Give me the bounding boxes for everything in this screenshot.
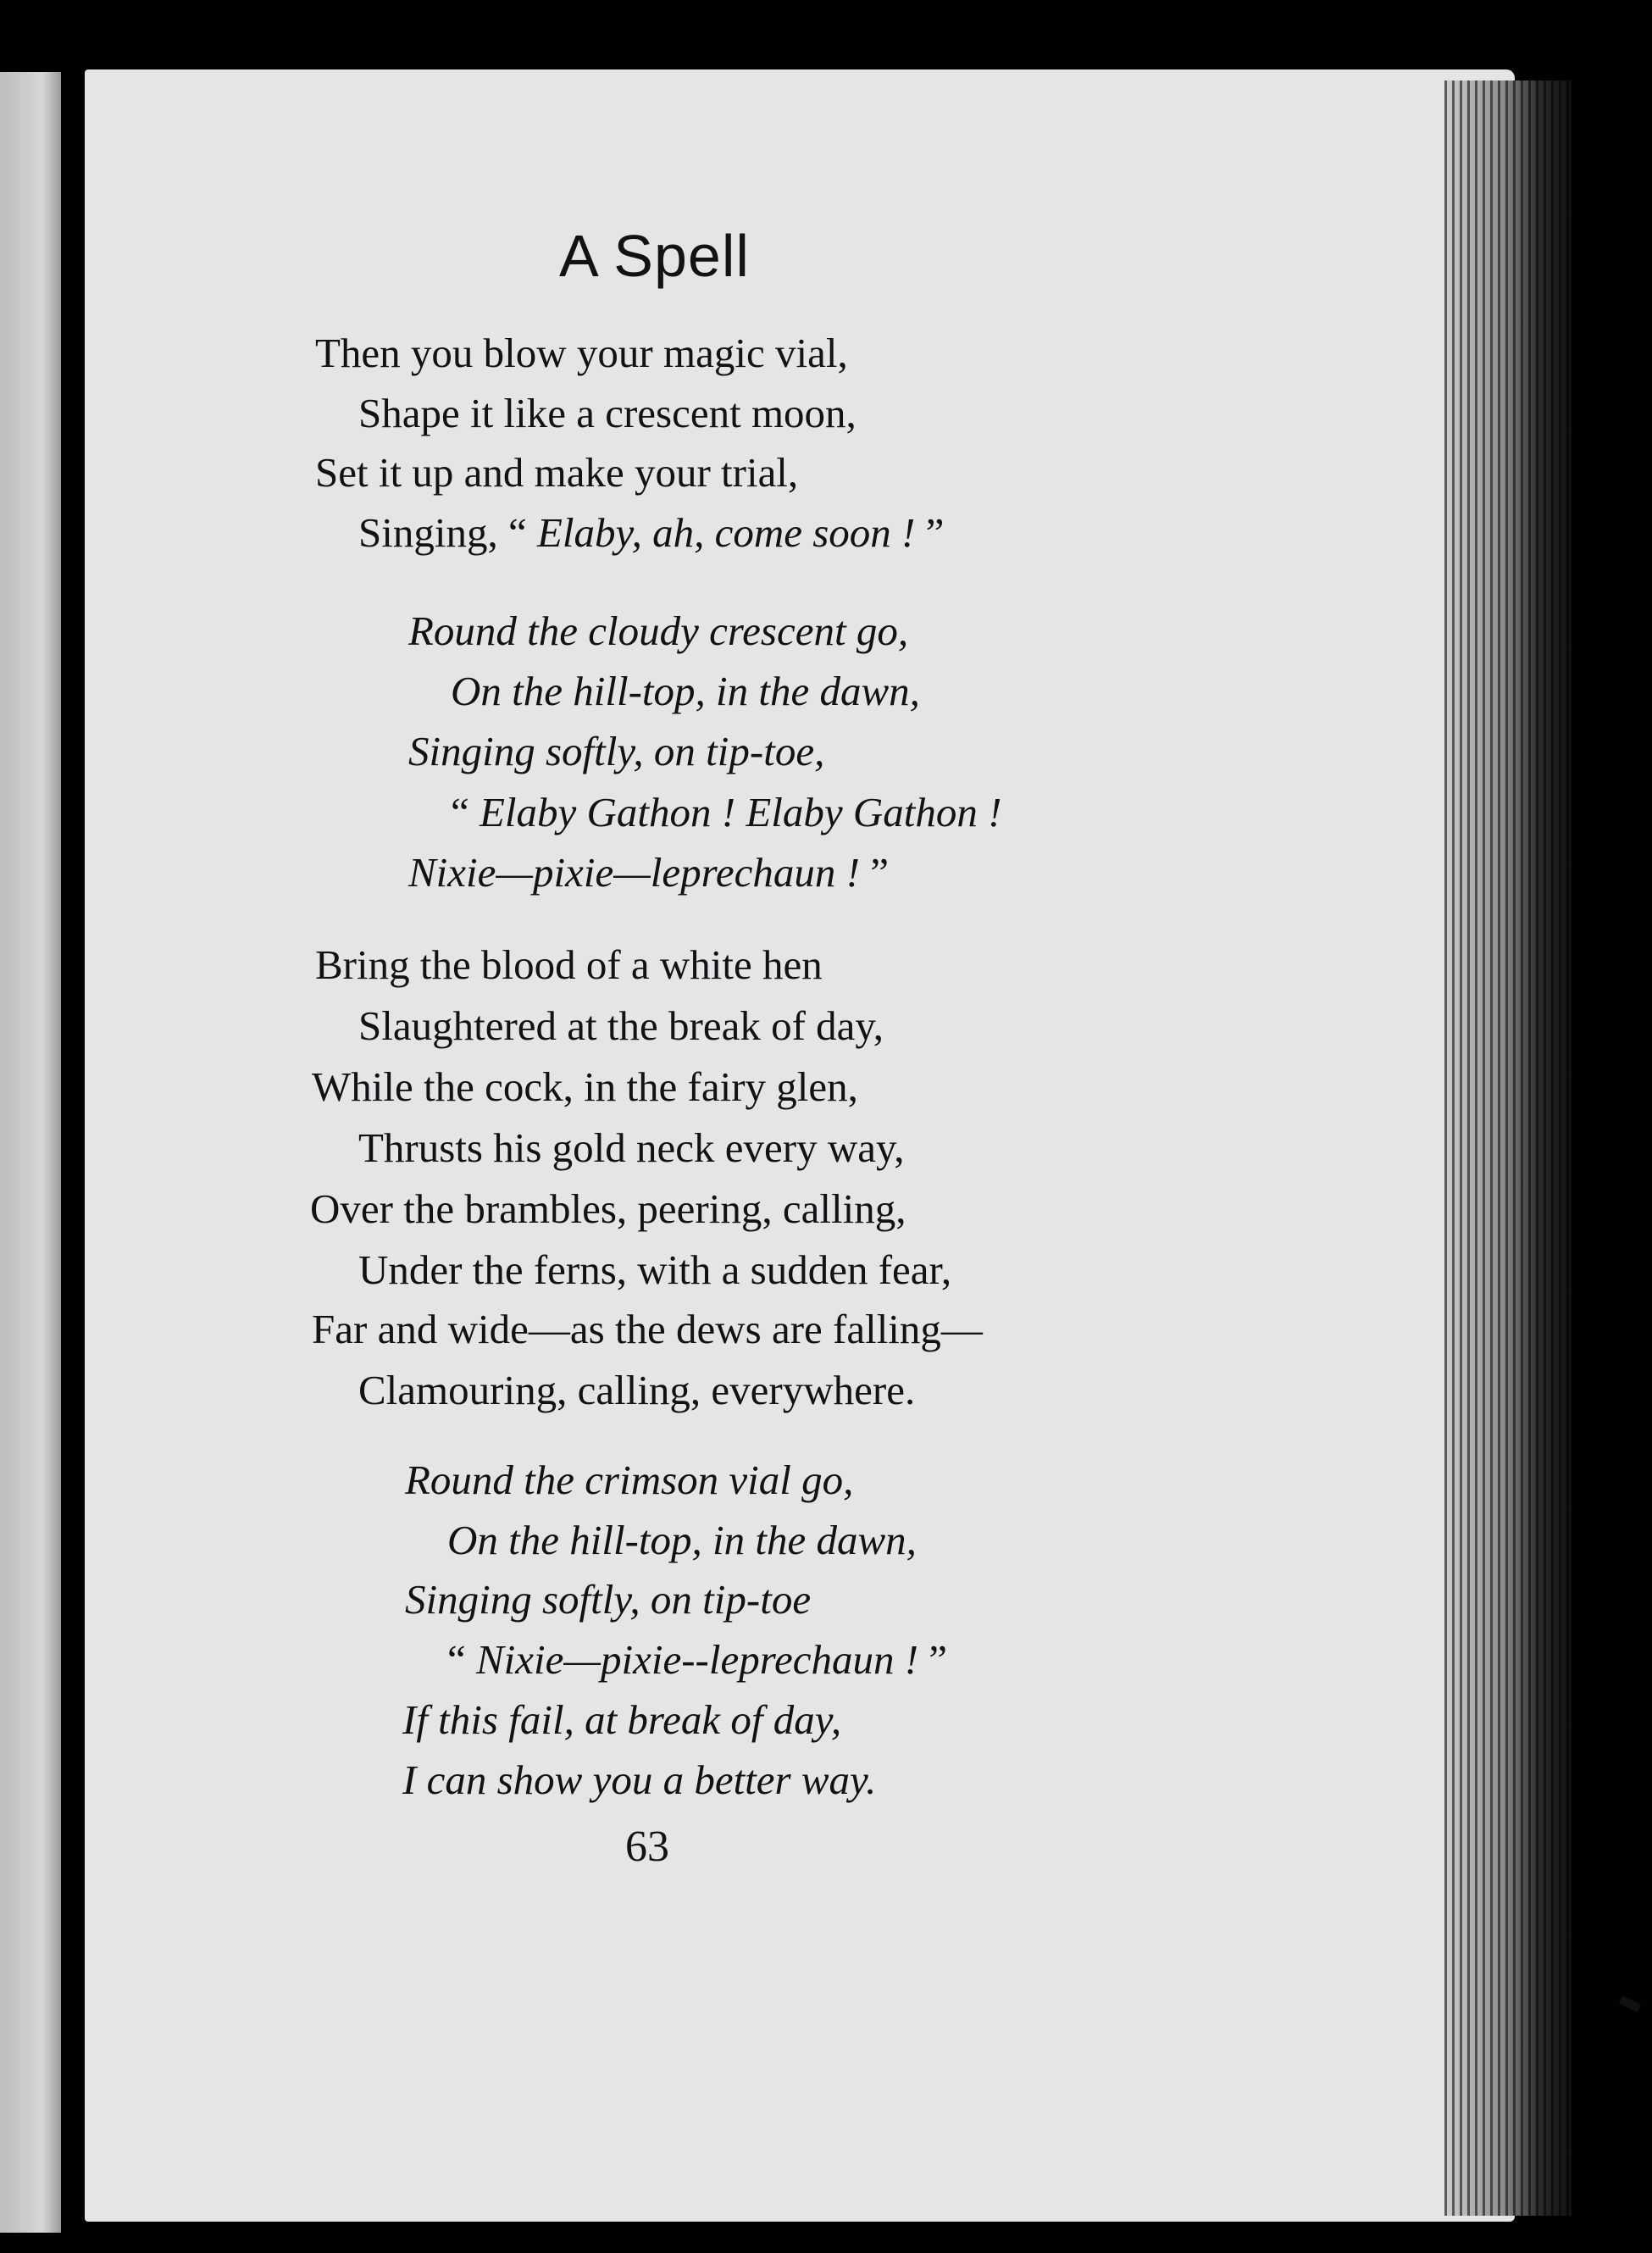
poem-line: “ Nixie—pixie--leprechaun ! ”: [447, 1636, 948, 1683]
poem-line: Slaughtered at the break of day,: [358, 1002, 884, 1049]
poem-line: Set it up and make your trial,: [315, 449, 799, 496]
poem-line: I can show you a better way.: [402, 1756, 877, 1803]
poem-line: Singing softly, on tip-toe,: [408, 728, 825, 774]
poem-line: Round the cloudy crescent go,: [408, 608, 909, 654]
poem-line: On the hill-top, in the dawn,: [451, 668, 920, 714]
poem-line: Shape it like a crescent moon,: [358, 390, 856, 436]
poem-line: On the hill-top, in the dawn,: [447, 1517, 917, 1563]
poem-line: Singing, “ Elaby, ah, come soon ! ”: [358, 509, 945, 556]
poem-line: Nixie—pixie—leprechaun ! ”: [408, 849, 889, 896]
poem-line: Singing softly, on tip-toe: [405, 1576, 812, 1623]
poem-line: Then you blow your magic vial,: [315, 330, 848, 376]
poem-line: Bring the blood of a white hen: [315, 941, 823, 988]
poem-line: Round the crimson vial go,: [405, 1457, 854, 1503]
page-title: A Spell: [559, 223, 750, 289]
poem-line: Far and wide—as the dews are falling—: [312, 1306, 983, 1352]
poem-line: While the cock, in the fairy glen,: [312, 1063, 858, 1110]
poem-line: Thrusts his gold neck every way,: [358, 1124, 905, 1171]
poem-line: “ Elaby Gathon ! Elaby Gathon !: [451, 789, 1002, 835]
poem-line: Clamouring, calling, everywhere.: [358, 1367, 916, 1413]
poem-line: If this fail, at break of day,: [402, 1696, 842, 1743]
poem-line: Under the ferns, with a sudden fear,: [358, 1246, 952, 1293]
poem-line: Over the brambles, peering, calling,: [310, 1185, 906, 1232]
page-number: 63: [625, 1823, 669, 1871]
